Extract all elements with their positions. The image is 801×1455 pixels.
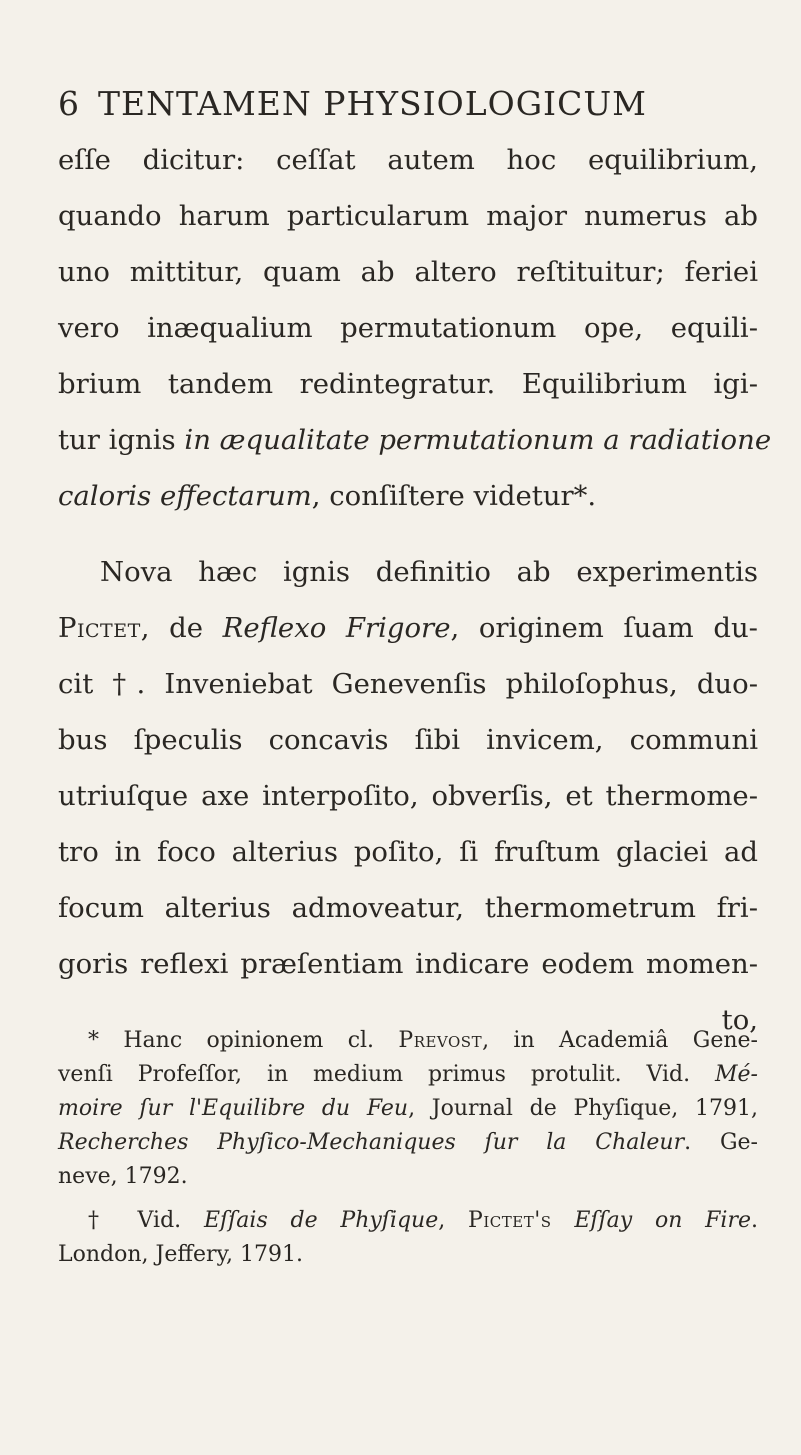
italic-run: Mé-: [715, 1062, 758, 1087]
text-line: brium tandem redintegratur. Equilibrium igi-: [58, 368, 758, 400]
page-number: 6: [58, 84, 80, 123]
text-run: * Hanc opinionem cl.: [88, 1028, 399, 1053]
text-line: goris reflexi præſentiam indicare eodem momen-: [58, 948, 758, 980]
catchword: to,: [721, 1004, 758, 1036]
text-line: bus ſpeculis concavis ſibi invicem, communi: [58, 724, 758, 756]
text-line: utriuſque axe interpoſito, obverſis, et thermome-: [58, 780, 758, 812]
text-run: , in Academiâ Gene-: [482, 1028, 758, 1053]
text-run: † Vid.: [88, 1208, 204, 1233]
text-run: , originem ſuam du-: [450, 612, 758, 644]
text-line: focum alterius admoveatur, thermometrum fri-: [58, 892, 758, 924]
running-header: [58, 84, 758, 124]
author-name: Prevost: [398, 1028, 483, 1053]
text-run: , Journal de Phyſique, 1791,: [408, 1096, 759, 1121]
footnote-line: [58, 1093, 758, 1125]
text-line: [58, 608, 758, 648]
text-line: tro in foco alterius poſito, ſi fruſtum glaciei ad: [58, 836, 758, 868]
footnote-line: neve, 1792.: [58, 1164, 188, 1189]
italic-run: moire ſur l'Equilibre du Feu: [58, 1096, 409, 1121]
italic-run: in æqualitate permutationum a radiatione: [184, 424, 772, 456]
running-title: TENTAMEN PHYSIOLOGICUM: [98, 84, 647, 123]
author-name: Pictet: [58, 612, 141, 644]
text-run: ,: [438, 1208, 469, 1233]
text-line: uno mittitur, quam ab altero reſtituitur; feriei: [58, 256, 758, 288]
text-line: Nova hæc ignis definitio ab experimentis: [100, 556, 758, 588]
text-line: cit †. Inveniebat Genevenſis philoſophus, duo-: [58, 668, 758, 700]
text-line: vero inæqualium permutationum ope, equili-: [58, 312, 758, 344]
footnote-line: London, Jeffery, 1791.: [58, 1242, 303, 1267]
text-run: , de: [140, 612, 223, 644]
footnote-line: [58, 1127, 758, 1159]
text-run: .: [751, 1208, 758, 1233]
author-name: Pictet's: [468, 1208, 552, 1233]
italic-run: Reflexo Frigore: [222, 612, 451, 644]
footnote-line: [58, 1059, 758, 1091]
italic-run: Recherches Phyſico-Mechaniques ſur la Chaleur: [58, 1130, 685, 1155]
text-run: tur ignis: [58, 424, 185, 456]
text-run: venſi Profeſſor, in medium primus protulit. Vid.: [58, 1062, 716, 1087]
text-line: [58, 420, 772, 460]
text-line: eſſe dicitur: ceſſat autem hoc equilibrium,: [58, 144, 758, 176]
text-run: , conſiſtere videtur*.: [311, 480, 597, 512]
text-run: . Ge-: [684, 1130, 758, 1155]
text-line: quando harum particularum major numerus ab: [58, 200, 758, 232]
italic-run: Eſſay on Fire: [574, 1208, 751, 1233]
italic-run: caloris effectarum: [58, 480, 312, 512]
footnote-line: [88, 1025, 758, 1057]
text-line: [58, 476, 758, 516]
footnote-line: [88, 1205, 758, 1237]
italic-run: Eſſais de Phyſique: [203, 1208, 439, 1233]
text-run: [552, 1208, 575, 1233]
